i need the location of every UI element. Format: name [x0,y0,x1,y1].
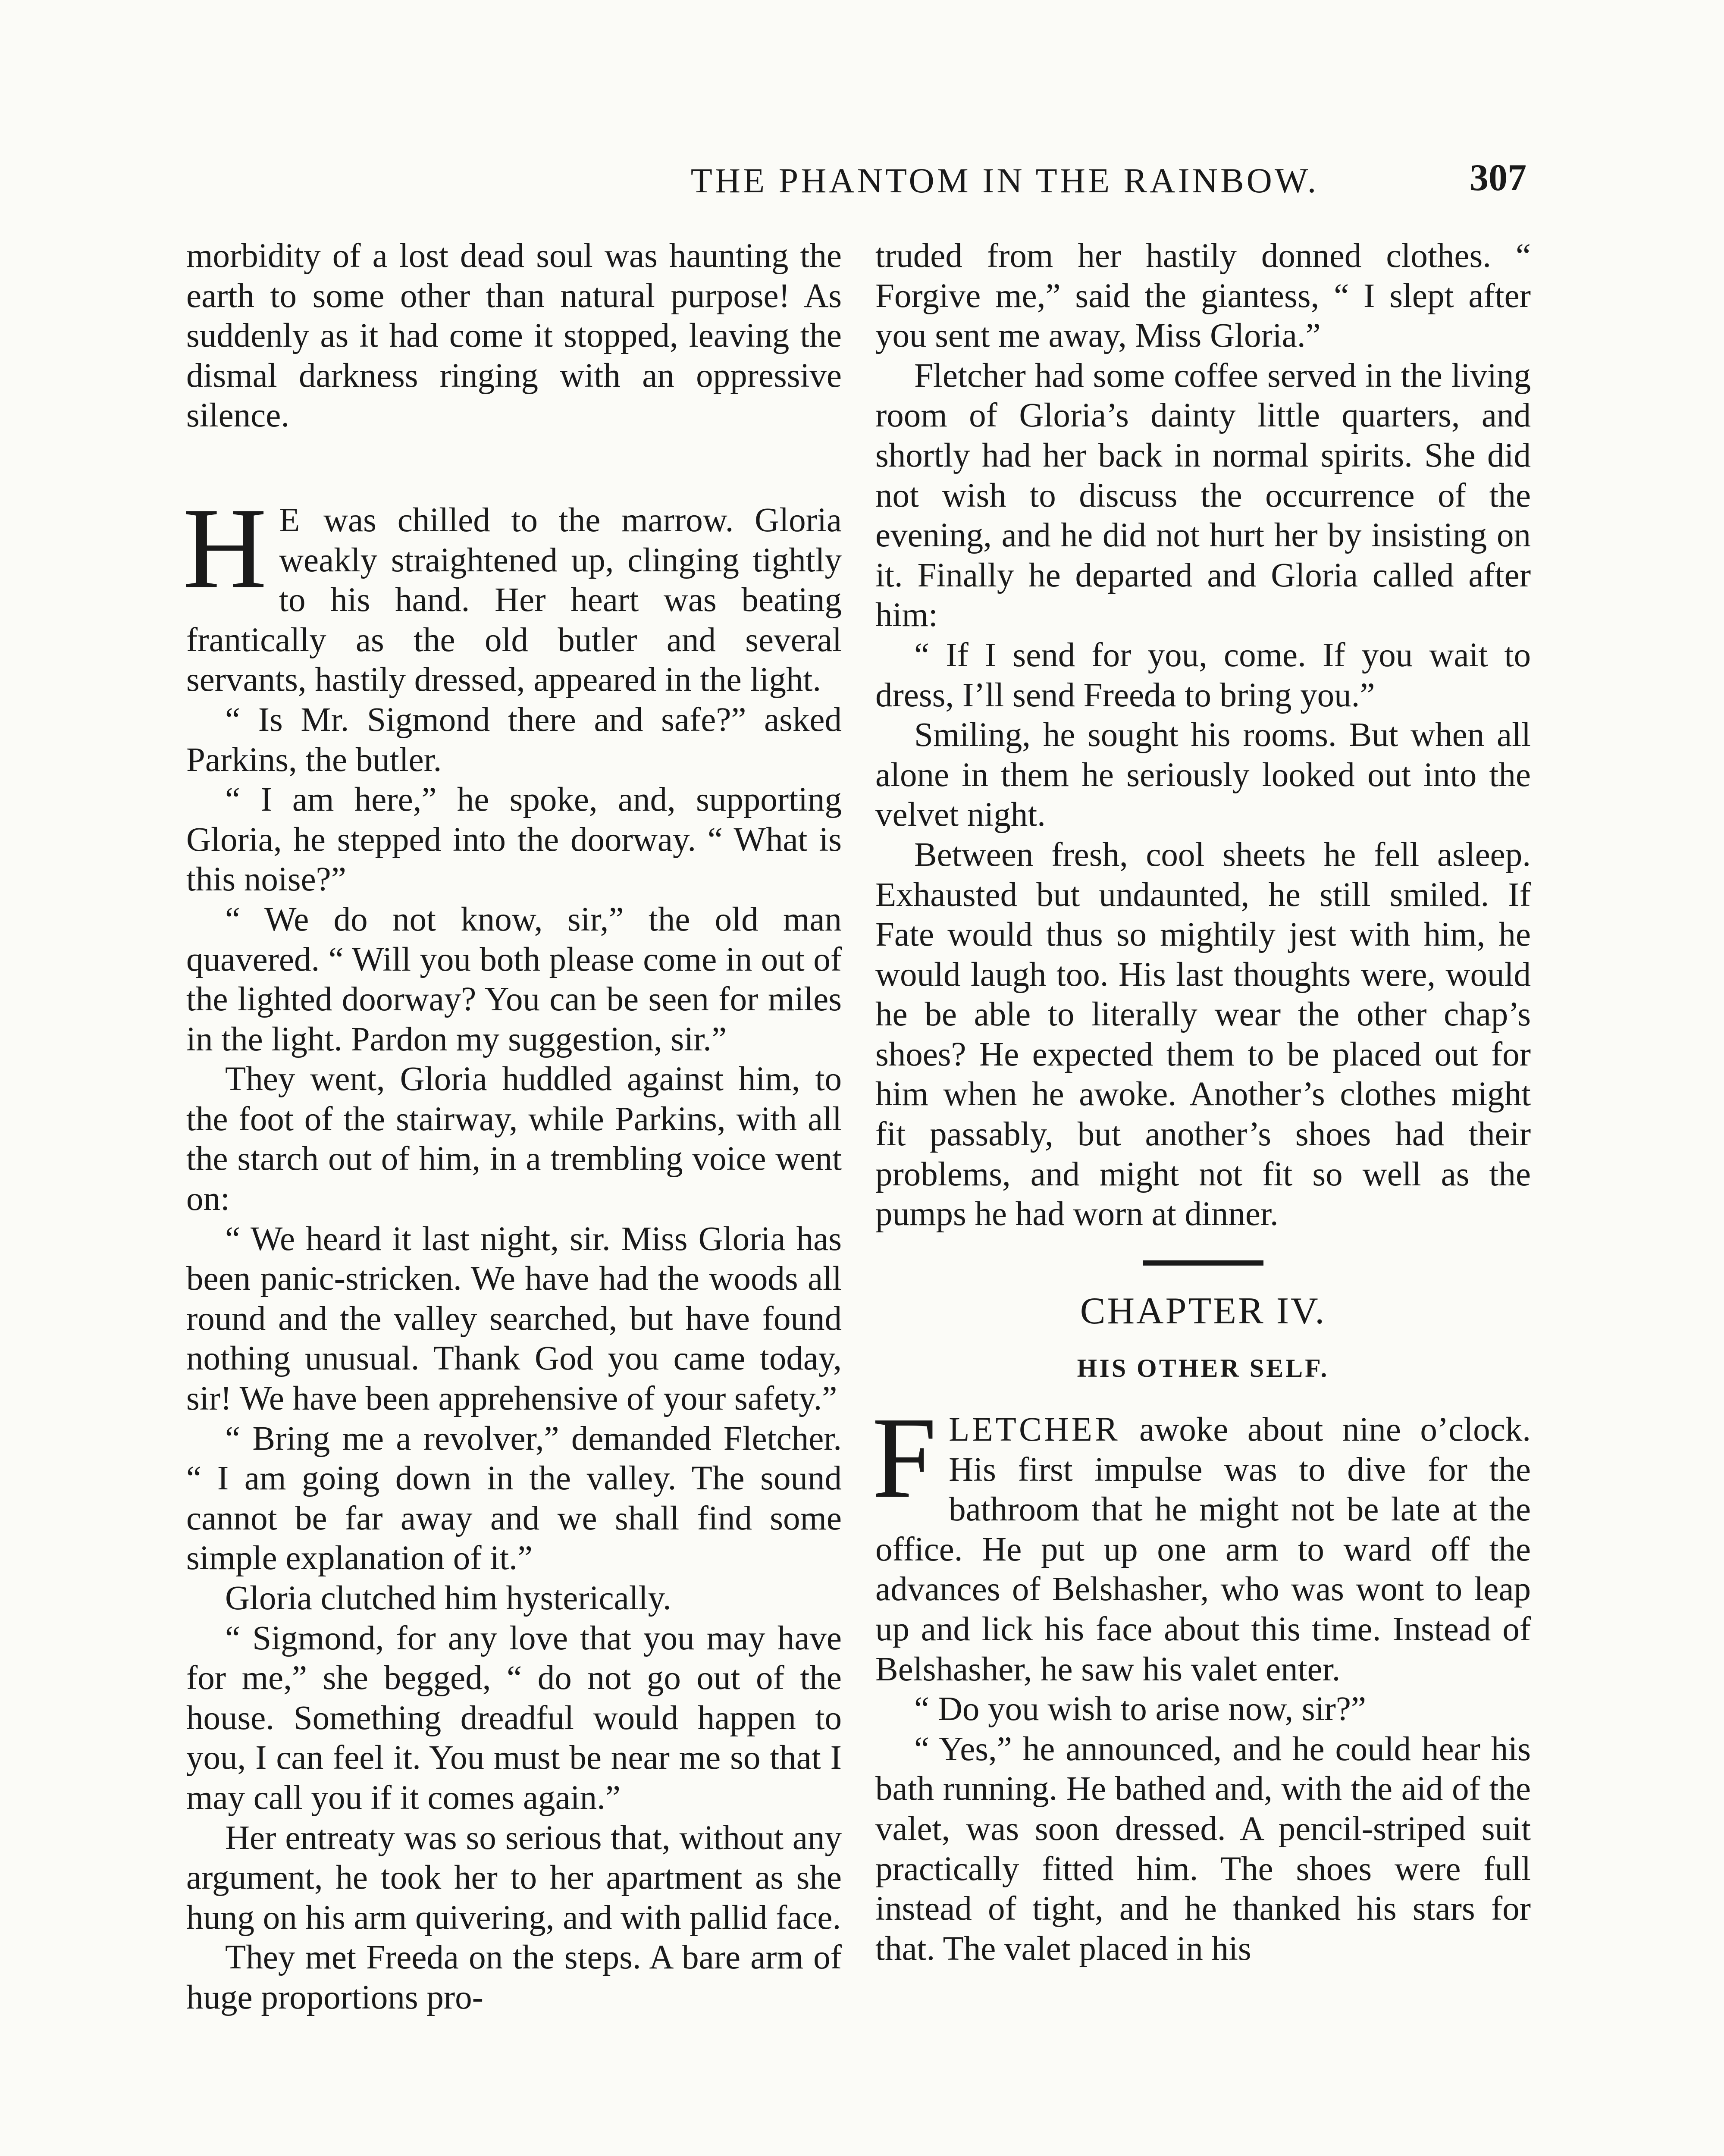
paragraph-dropcap [183,483,842,700]
paragraph: “ We do not know, sir,” the old man quavered. “ Will you both please come in out of the lighted doorway? You can be seen for miles in the light. Pardon my suggestion, sir.” [186,900,842,1058]
paragraph: Fletcher had some coffee served in the living room of Gloria’s dainty little quarters, and shortly had her back in normal spirits. She did not wish to discuss the occurrence of the evening, and he did not hurt her by insisting on it. Finally he departed and Gloria called after him: [875,357,1531,634]
paragraph: “ Sigmond, for any love that you may have for me,” she begged, “ do not go out of the house. Something dreadful would happen to you, I can feel it. You must be near me so that I may call you if it comes again.” [186,1619,842,1817]
section-gap [186,436,842,501]
running-title: THE PHANTOM IN THE RAINBOW. [690,161,1319,200]
small-caps-lead: LETCHER [949,1411,1120,1449]
drop-cap-letter: H [183,483,267,613]
paragraph: Her entreaty was so serious that, without any argument, he took her to her apartment as she hung on his arm quivering, and with pallid face. [186,1819,842,1937]
page-number: 307 [1470,157,1527,199]
left-column [183,236,842,2018]
paragraph: “ Yes,” he announced, and he could hear his bath running. He bathed and, with the aid of the valet, was soon dressed. A pencil-striped suit practically fitted him. The shoes were full instead of tight, and he thanked his stars for that. The valet placed in his [875,1730,1531,1968]
paragraph: They met Freeda on the steps. A bare arm of huge proportions pro- [186,1939,842,2016]
paragraph-text: was chilled to the marrow. Gloria weakly straightened up, clinging tightly to his hand. Her heart was beating frantically as the old butler and several servants, hastily dressed, appeared in the light. [186,501,842,699]
paragraph: They went, Gloria huddled against him, to the foot of the stairway, while Parkins, with all the starch out of him, in a trembling voice went on: [186,1060,842,1218]
paragraph: Between fresh, cool sheets he fell asleep. Exhausted but undaunted, he still smiled. If Fate would thus so mightily jest with him, he would laugh too. His last thoughts were, would he be able to literally wear the other chap’s shoes? He expected them to be placed out for him when he awoke. Another’s clothes might fit passably, but another’s shoes had their problems, and might not fit so well as the pumps he had worn at dinner. [875,836,1531,1233]
right-column [872,236,1531,1969]
section-divider [1143,1260,1263,1266]
paragraph: Gloria clutched him hysterically. [225,1579,671,1617]
paragraph: “ If I send for you, come. If you wait to dress, I’ll send Freeda to bring you.” [875,636,1531,714]
paragraph: “ I am here,” he spoke, and, supporting Gloria, he stepped into the doorway. “ What is this noise?” [186,781,842,899]
paragraph: “ We heard it last night, sir. Miss Gloria has been panic-stricken. We have had the woods all round and the valley searched, but have found nothing unusual. Thank God you came today, sir! We have been apprehensive of your safety.” [186,1220,842,1418]
small-caps-lead: E [279,501,303,539]
paragraph: truded from her hastily donned clothes. “ Forgive me,” said the giantess, “ I slept after you sent me away, Miss Gloria.” [875,237,1531,355]
drop-cap-letter: F [872,1393,937,1523]
chapter-subtitle: HIS OTHER SELF. [1077,1354,1329,1383]
paragraph: Smiling, he sought his rooms. But when all alone in them he seriously looked out into the velvet night. [875,716,1531,834]
paragraph-dropcap [872,1393,1531,1689]
paragraph: “ Is Mr. Sigmond there and safe?” asked Parkins, the butler. [186,701,842,779]
paragraph: morbidity of a lost dead soul was haunting the earth to some other than natural purpose! As suddenly as it had come it stopped, leaving the dismal darkness ringing with an oppressive silence. [186,237,842,435]
paragraph: “ Do you wish to arise now, sir?” [914,1690,1366,1728]
paragraph-text: awoke about nine o’clock. His first impulse was to dive for the bathroom that he might not be late at the office. He put up one arm to ward off the advances of Belshasher, who was wont to leap up and lick his face about this time. Instead of Belshasher, he saw his valet enter. [875,1411,1531,1688]
chapter-heading: CHAPTER IV. [1080,1290,1326,1332]
paragraph: “ Bring me a revolver,” demanded Fletcher. “ I am going down in the valley. The sound cannot be far away and we shall find some simple explanation of it.” [186,1420,842,1577]
